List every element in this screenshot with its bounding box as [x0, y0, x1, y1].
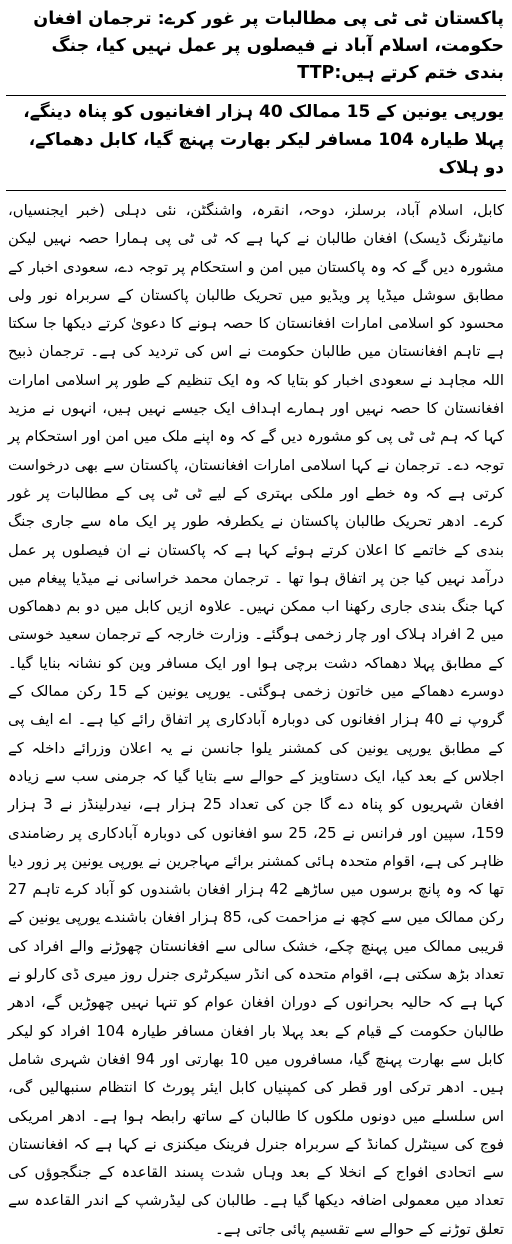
main-headline [6, 4, 506, 91]
sub-headline: یورپی یونین کے 15 ممالک 40 ہزار افغانیوں کو پناہ دینگے، پہلا طیارہ 104 مسافر لیکر بھارت پہنچ گیا، کابل دھماکے، دو ہلاک [23, 102, 504, 178]
main-headline-text: پاکستان ٹی ٹی پی مطالبات پر غور کرے: ترجمان افغان حکومت، اسلام آباد نے فیصلوں پر عمل نہیں کیا، جنگ بندی ختم کرتے ہیں: [33, 9, 504, 83]
main-headline-tag: TTP [297, 63, 335, 83]
article-body: کابل، اسلام آباد، برسلز، دوحہ، انقرہ، واشنگٹن، نئی دہلی (خبر ایجنسیاں، مانیٹرنگ ڈیسک) افغان طالبان نے کہا ہے کہ ٹی ٹی پی ہمارا حصہ نہیں لیکن مشورہ دیں گے کہ وہ پاکستان میں امن و استحکام پر توجہ دے، سعودی اخبار کے مطابق سوشل میڈیا پر ویڈیو میں تحریک طالبان پاکستان کے سربراہ نور ولی محسود کو اسلامی امارات افغانستان کا حصہ ہونے کا دعویٰ کرتے دیکھا جا سکتا ہے تاہم افغانستان میں طالبان حکومت نے اس کی تردید کی ہے۔ ترجمان ذبیح اللہ مجاہد نے سعودی اخبار کو بتایا کہ وہ ایک تنظیم کے طور پر اسلامی امارات افغانستان کا حصہ نہیں اور ہمارے اہداف ایک جیسے نہیں ہیں، انہوں نے مزید کہا کہ ہم ٹی ٹی پی کو مشورہ دیں گے کہ وہ اپنے ملک میں امن اور استحکام پر توجہ دے۔ ترجمان نے کہا اسلامی امارات افغانستان، پاکستان سے بھی درخواست کرتی ہے کہ وہ خطے اور ملکی بہتری کے لیے ٹی ٹی پی کے مطالبات پر غور کرے۔ ادھر تحریک طالبان پاکستان نے یکطرفہ طور پر ایک ماہ سے جاری جنگ بندی کے خاتمے کا اعلان کرتے ہوئے کہا ہے کہ پاکستان نے ان فیصلوں پر عمل درآمد نہیں کیا جن پر اتفاق ہوا تھا ۔ ترجمان محمد خراسانی نے میڈیا پیغام میں کہا جنگ بندی جاری رکھنا اب ممکن نہیں۔ علاوہ ازیں کابل میں دو بم دھماکوں میں 2 افراد ہلاک اور چار زخمی ہوگئے۔ وزارت خارجہ کے ترجمان سعید خوستی کے مطابق پہلا دھماکہ دشت برچی ہوا اور ایک مسافر وین کو نشانہ بنایا گیا۔ دوسرے دھماکے میں خاتون زخمی ہوگئی۔ یورپی یونین کے 15 رکن ممالک کے گروپ نے 40 ہزار افغانوں کی دوبارہ آبادکاری پر اتفاق رائے کیا ہے۔ اے ایف پی کے مطابق یورپی یونین کی کمشنر یلوا جانسن نے یہ اعلان وزرائے داخلہ کے اجلاس کے بعد کیا، ایک دستاویز کے حوالے سے بتایا گیا کہ جرمنی سب سے زیادہ افغان شہریوں کو پناہ دے گا جن کی تعداد 25 ہزار ہے، نیدرلینڈز نے 3 ہزار 159، سپین اور فرانس نے 25، 25 سو افغانوں کی دوبارہ آبادکاری پر رضامندی ظاہر کی ہے، اقوام متحدہ ہائی کمشنر برائے مہاجرین نے یورپی یونین پر زور دیا تھا کہ وہ پانچ برسوں میں ساڑھے 42 ہزار افغان باشندوں کو آباد کرے تاہم 27 رکن ممالک میں سے کچھ نے مزاحمت کی، 85 ہزار افغان باشندے یورپی یونین کے قریبی ممالک میں پہنچ چکے، خشک سالی سے افغانستان چھوڑنے والے افراد کی تعداد بڑھ سکتی ہے، اقوام متحدہ کی انڈر سیکرٹری جنرل روز میری ڈی کارلو نے کہا ہے کہ حالیہ بحرانوں کے دوران افغان عوام کو تنہا نہیں چھوڑیں گے، ادھر طالبان حکومت کے قیام کے بعد پہلا بار افغان مسافر طیارہ 104 افراد کو لیکر کابل سے بھارت پہنچ گیا، مسافروں میں 10 بھارتی اور 94 افغان شہری شامل ہیں۔ ادھر ترکی اور قطر کی کمپنیاں کابل ایئر پورٹ کا انتظام سنبھالیں گی، اس سلسلے میں دونوں ملکوں کا طالبان کے ساتھ رابطہ ہوا ہے۔ ادھر امریکی فوج کی سینٹرل کمانڈ کے سربراہ جنرل فرینک میکنزی نے کہا ہے کہ افغانستان سے اتحادی افواج کے انخلا کے بعد وہاں شدت پسند القاعدہ کے جنگجوؤں کی تعداد میں معمولی اضافہ دیکھا گیا ہے۔ طالبان کی لیڈرشپ کے اندر القاعدہ سے تعلق توڑنے کے حوالے سے تقسیم پائی جاتی ہے۔ [8, 202, 505, 1238]
